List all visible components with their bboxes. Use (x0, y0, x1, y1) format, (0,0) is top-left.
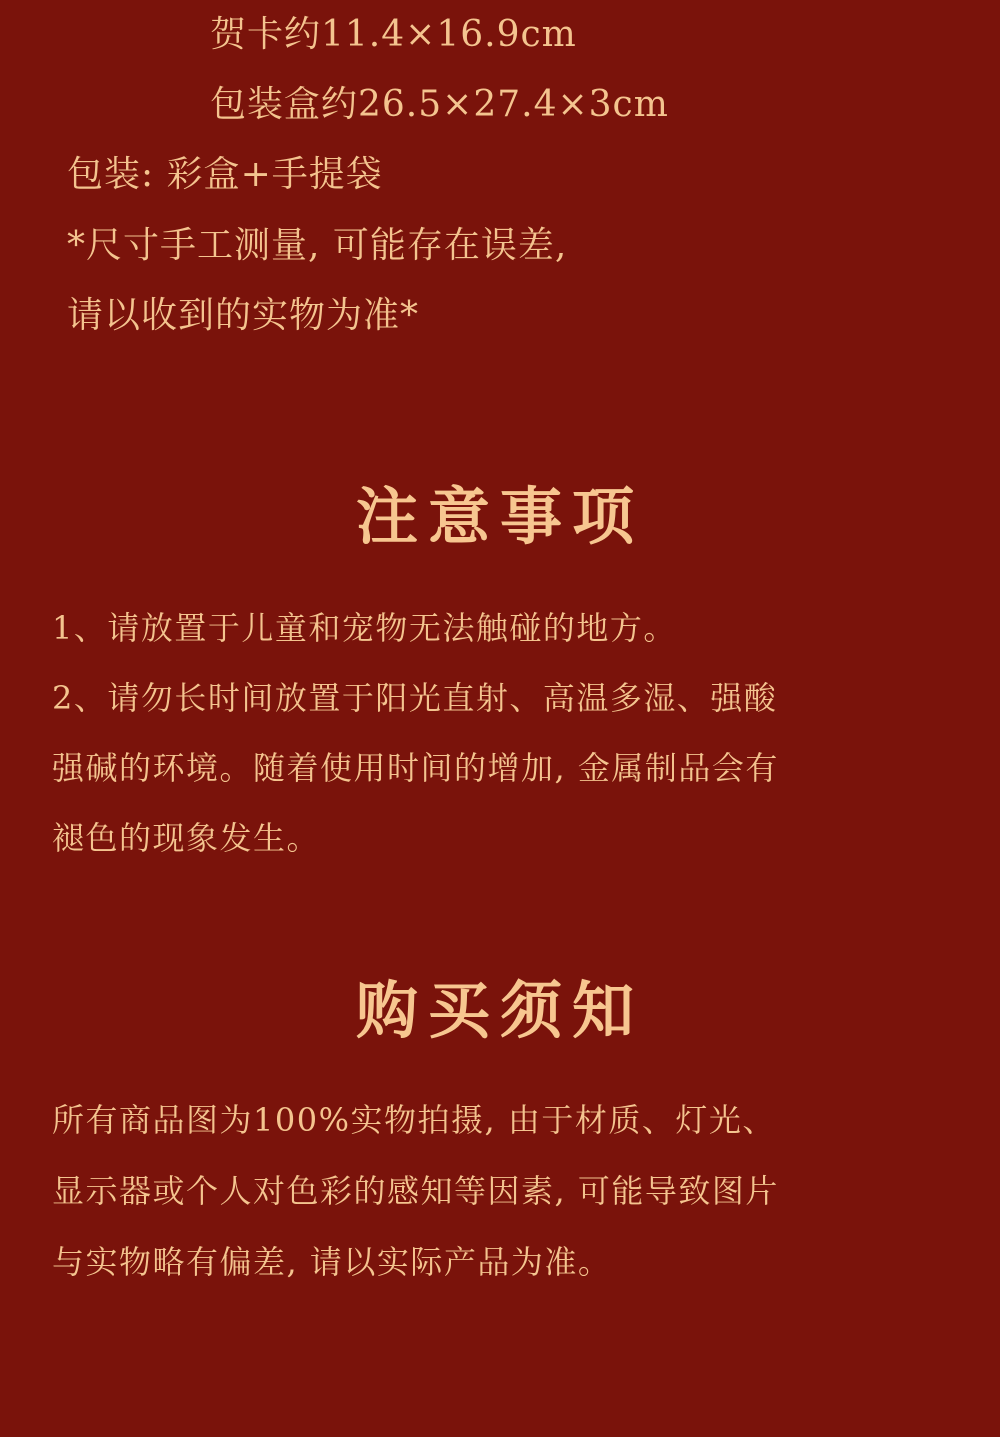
card-size-text: 贺卡约11.4×16.9cm (210, 14, 577, 55)
packaging-text: 包装: 彩盒+手提袋 (67, 154, 383, 195)
disclaimer-line-2: 请以收到的实物为准* (67, 295, 420, 336)
notes-line-1: 1、请放置于儿童和宠物无法触碰的地方。 (52, 609, 677, 647)
disclaimer-line-1: *尺寸手工测量, 可能存在误差, (67, 225, 568, 266)
purchase-line-1: 所有商品图为100%实物拍摄, 由于材质、灯光、 (52, 1101, 776, 1139)
notes-line-2: 2、请勿长时间放置于阳光直射、高温多湿、强酸 (52, 679, 778, 717)
purchase-heading: 购买须知 (355, 974, 644, 1047)
purchase-line-2: 显示器或个人对色彩的感知等因素, 可能导致图片 (52, 1172, 779, 1210)
notes-heading: 注意事项 (355, 480, 644, 553)
purchase-line-3: 与实物略有偏差, 请以实际产品为准。 (52, 1243, 612, 1281)
notes-line-3: 强碱的环境。随着使用时间的增加, 金属制品会有 (52, 749, 779, 787)
box-size-text: 包装盒约26.5×27.4×3cm (210, 84, 669, 125)
notes-line-4: 褪色的现象发生。 (52, 819, 321, 857)
